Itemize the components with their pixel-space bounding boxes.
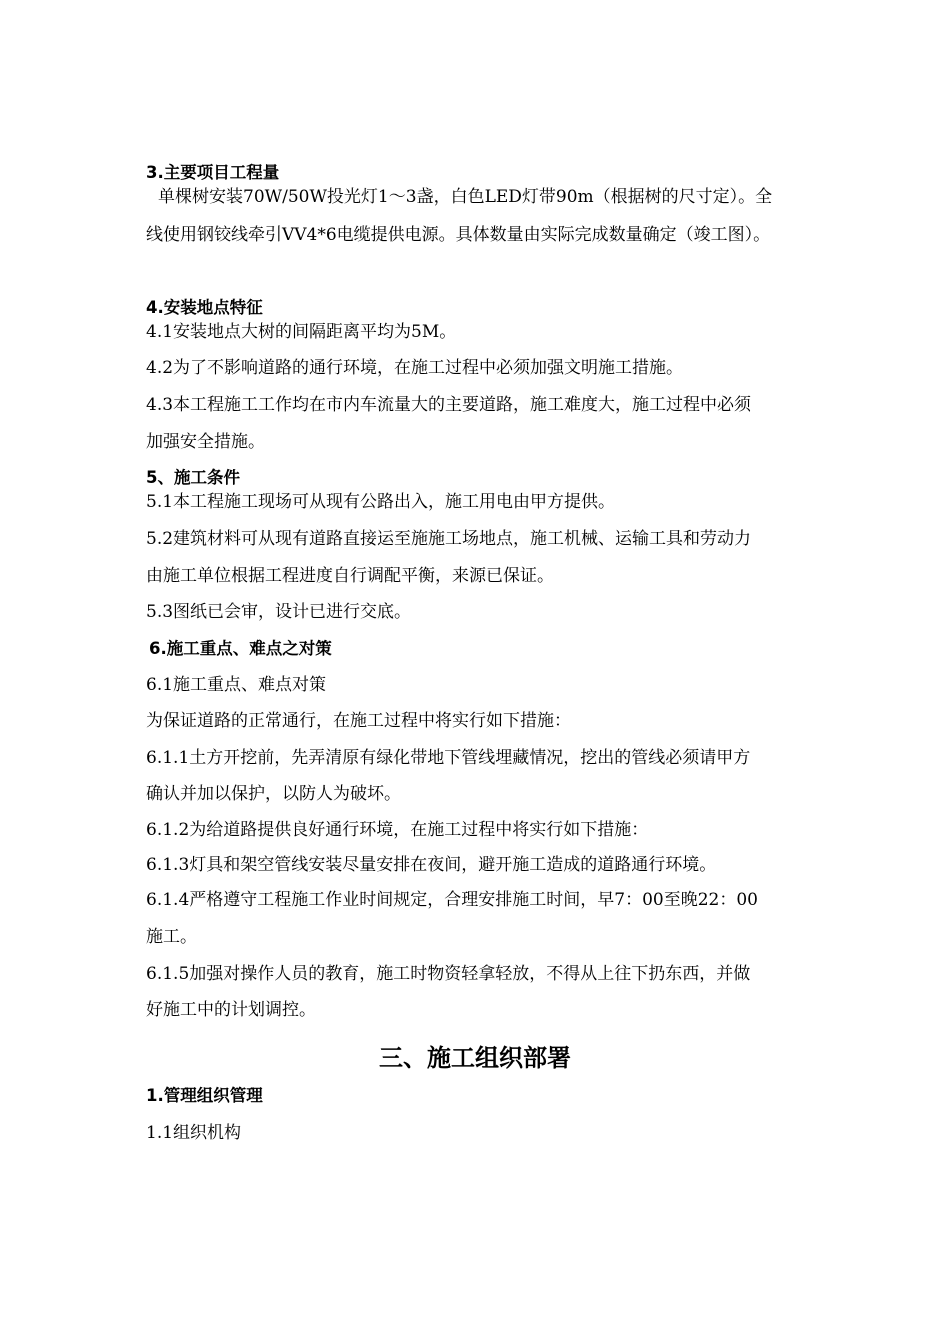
measure-5-line-1: 6.1.5加强对操作人员的教育，施工时物资轻拿轻放，不得从上往下扔东西，并做 [146, 964, 751, 984]
section-4-item-2: 4.2为了不影响道路的通行环境，在施工过程中必须加强文明施工措施。 [146, 358, 684, 378]
measure-4-line-1: 6.1.4严格遵守工程施工作业时间规定，合理安排施工时间，早7：00至晚22：00 [146, 890, 758, 910]
section-3-paragraph-line-1: 单棵树安装70W/50W投光灯1～3盏，白色LED灯带90m（根据树的尺寸定）。全 [158, 187, 773, 207]
section-6-intro: 为保证道路的正常通行，在施工过程中将实行如下措施： [146, 711, 571, 731]
chapter-3-title: 三、施工组织部署 [379, 1044, 571, 1072]
measure-3: 6.1.3灯具和架空管线安装尽量安排在夜间，避开施工造成的道路通行环境。 [146, 855, 717, 875]
section-5-heading: 5、施工条件 [146, 468, 240, 487]
section-6-heading: 6.施工重点、难点之对策 [149, 639, 332, 658]
section-5-item-2-line-1: 5.2建筑材料可从现有道路直接运至施施工场地点，施工机械、运输工具和劳动力 [146, 529, 752, 549]
chapter-3-heading-1: 1.管理组织管理 [146, 1086, 263, 1105]
section-6-subheading: 6.1施工重点、难点对策 [146, 675, 327, 695]
section-4-item-3-line-1: 4.3本工程施工工作均在市内车流量大的主要道路，施工难度大，施工过程中必须 [146, 395, 752, 415]
measure-1-line-1: 6.1.1土方开挖前，先弄清原有绿化带地下管线埋藏情况，挖出的管线必须请甲方 [146, 748, 751, 768]
section-5-item-3: 5.3图纸已会审，设计已进行交底。 [146, 602, 412, 622]
section-4-item-1: 4.1安装地点大树的间隔距离平均为5M。 [146, 322, 457, 342]
section-4-item-3-line-2: 加强安全措施。 [146, 432, 265, 452]
section-5-item-1: 5.1本工程施工现场可从现有公路出入，施工用电由甲方提供。 [146, 492, 616, 512]
section-3-paragraph-line-2: 线使用钢铰线牵引VV4*6电缆提供电源。具体数量由实际完成数量确定（竣工图）。 [146, 225, 771, 245]
measure-5-line-2: 好施工中的计划调控。 [146, 1000, 316, 1020]
section-4-heading: 4.安装地点特征 [146, 298, 263, 317]
measure-4-line-2: 施工。 [146, 927, 197, 947]
chapter-3-subheading-1: 1.1组织机构 [146, 1123, 242, 1143]
section-3-heading: 3.主要项目工程量 [146, 163, 280, 182]
section-5-item-2-line-2: 由施工单位根据工程进度自行调配平衡，来源已保证。 [146, 566, 554, 586]
measure-1-line-2: 确认并加以保护，以防人为破坏。 [146, 784, 401, 804]
measure-2: 6.1.2为给道路提供良好通行环境，在施工过程中将实行如下措施： [146, 820, 649, 840]
